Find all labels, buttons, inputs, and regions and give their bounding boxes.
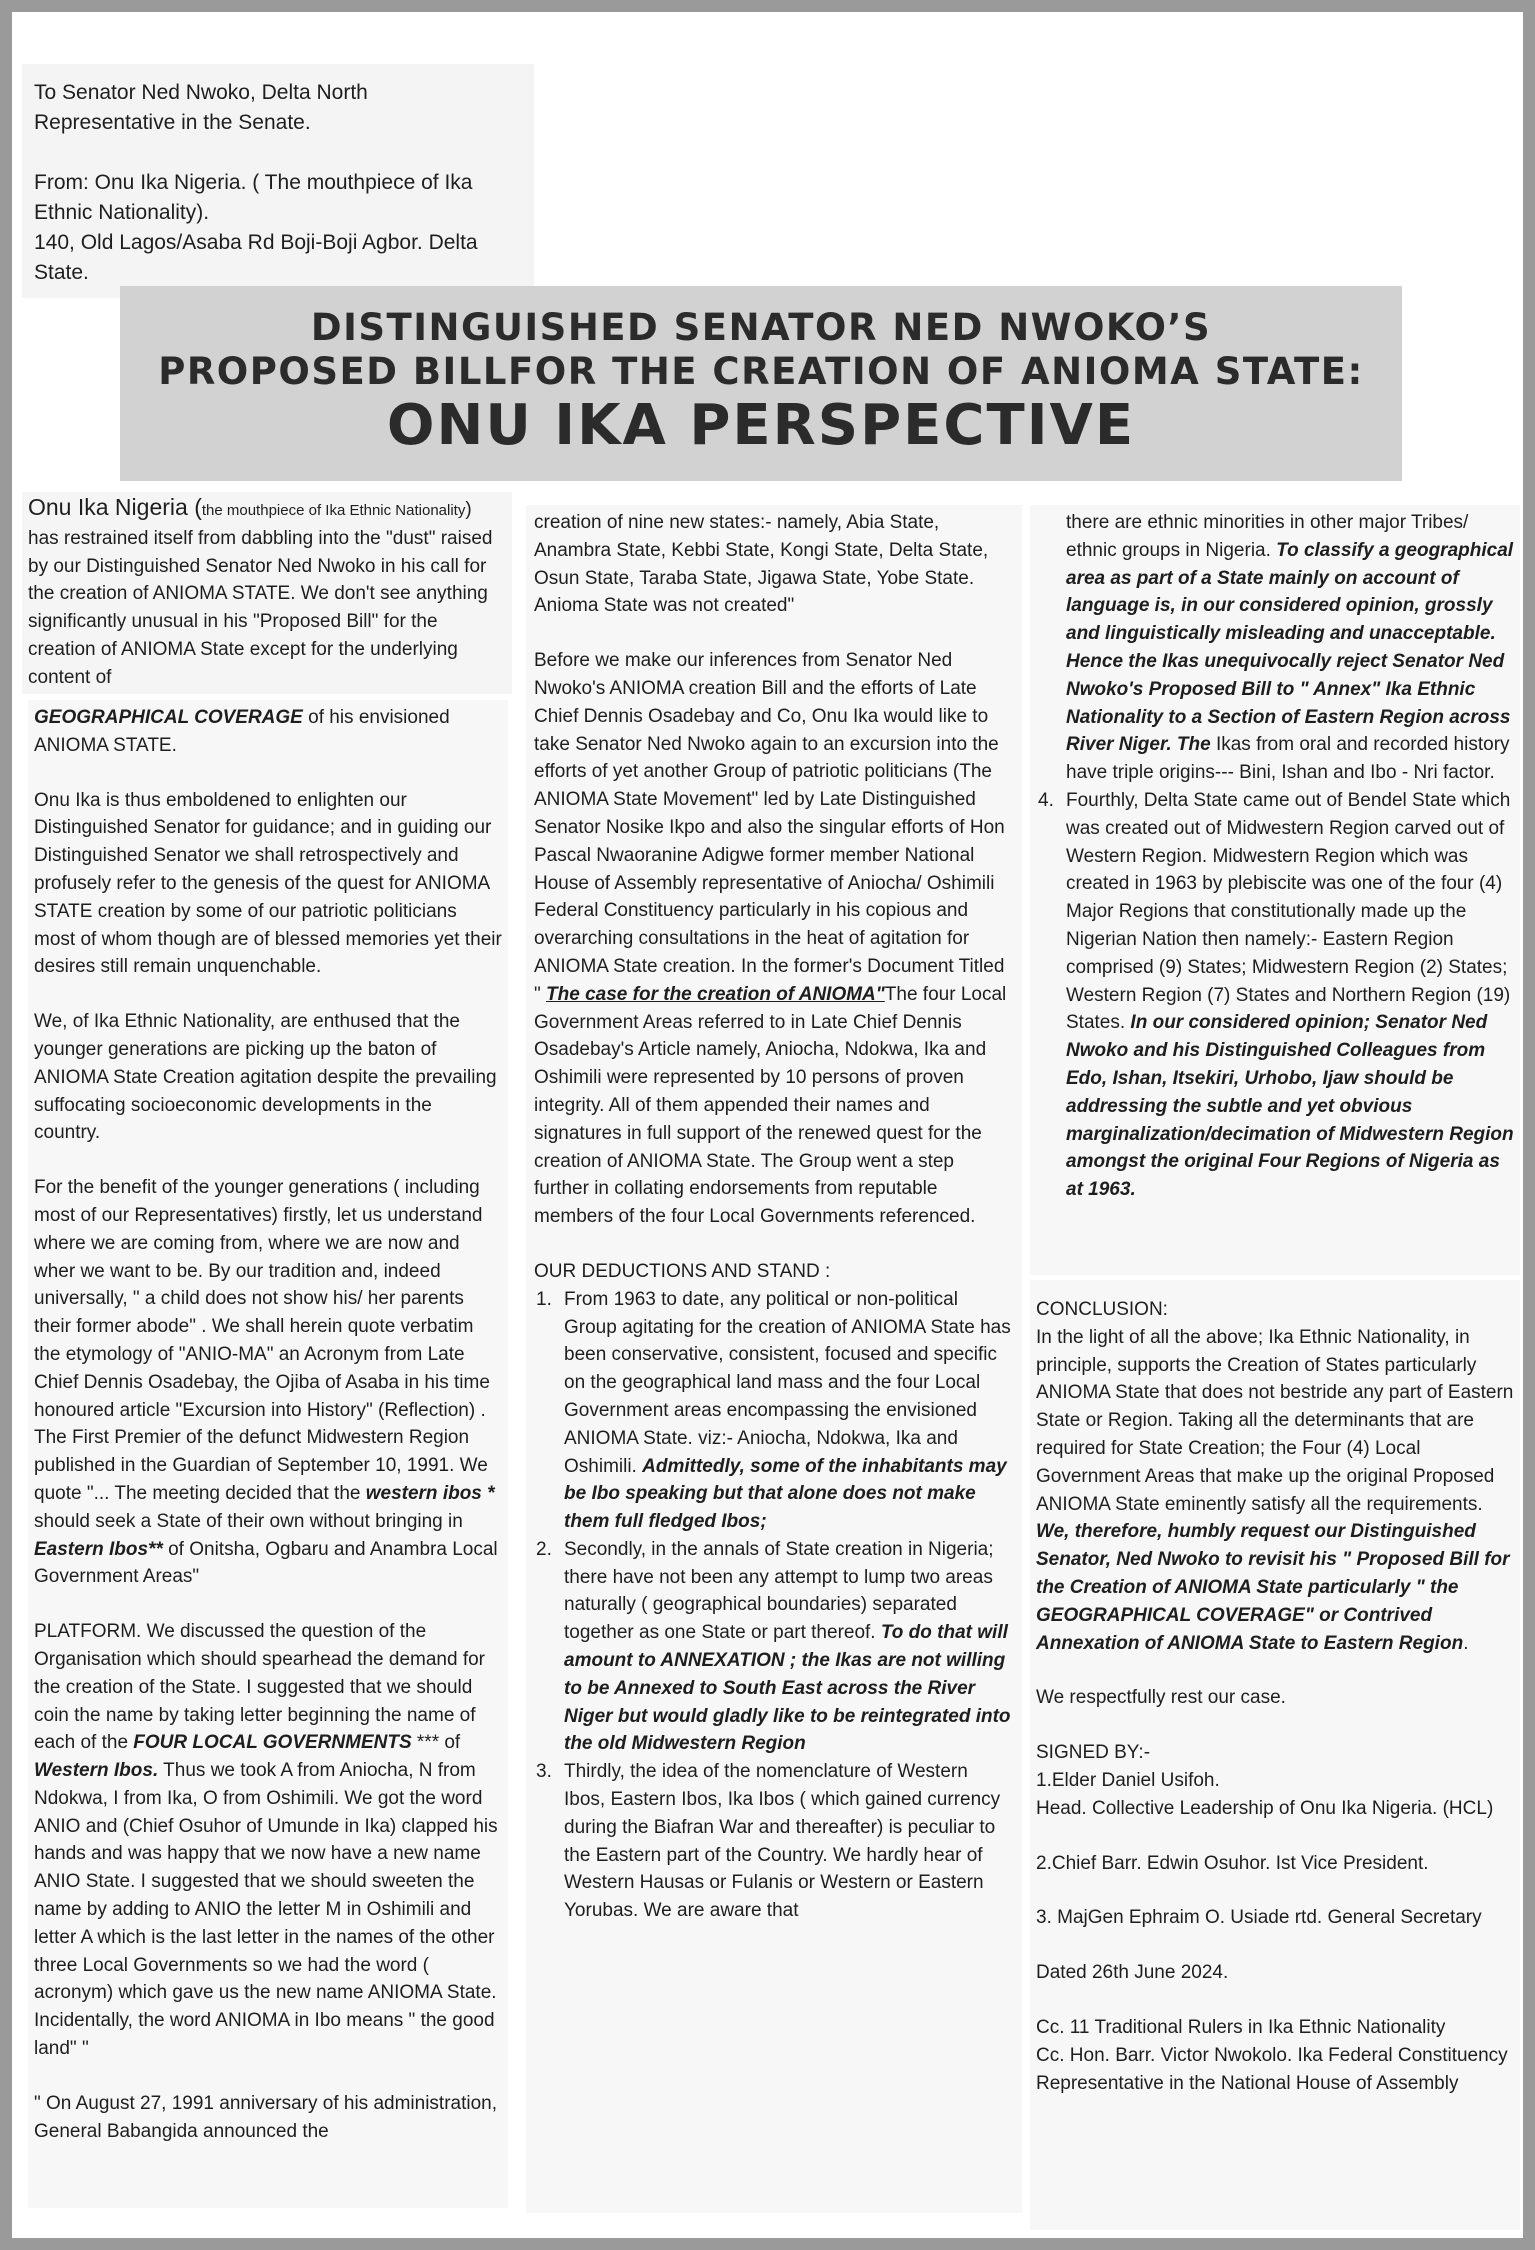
headline-line-1: DISTINGUISHED SENATOR NED NWOKO’S — [310, 306, 1212, 349]
address-block — [22, 64, 534, 298]
list-item: 1. From 1963 to date, any political or non-political Group agitating for the creation of ANIOMA State has been conservative, consistent, focused and specific on the geographical land mass and the four Local Government areas encompassing the envisioned ANIOMA State. viz:- Aniocha, Ndokwa, Ika and Oshimili. Admittedly, some of the inhabitants may be Ibo speaking but that alone does not make them full fledged Ibos; — [536, 1288, 1011, 1533]
signatory: 1.Elder Daniel Usifoh. — [1036, 1769, 1220, 1791]
column-2 — [526, 505, 1022, 2213]
paragraph: We, of Ika Ethnic Nationality, are enthused that the younger generations are picking up the baton of ANIOMA State Creation agitation despite the prevailing suffocating socioeconomic developments in the country. — [34, 1011, 497, 1144]
document-title: The case for the creation of ANIOMA" — [546, 983, 885, 1005]
list-item: 4. Fourthly, Delta State came out of Bendel State which was created out of Midwestern Region carved out of Western Region. Midwestern Region which was created in 1963 by plebiscite was one of the four (4) Major Regions that constitutionally made up the Nigerian Nation then namely:- Eastern Region comprised (9) States; Midwestern Region (2) States; Western Region (7) States and Northern Region (19) States. In our considered opinion; Senator Ned Nwoko and his Distinguished Colleagues from Edo, Ishan, Itsekiri, Urhobo, Ijaw should be addressing the subtle and yet obvious marginalization/decimation of Midwestern Region amongst the original Four Regions of Nigeria as at 1963. — [1038, 789, 1514, 1201]
emphasis-text: GEOGRAPHICAL COVERAGE — [34, 707, 303, 728]
closing-line: We respectfully rest our case. — [1036, 1687, 1286, 1709]
date-line: Dated 26th June 2024. — [1036, 1962, 1229, 1984]
signatory: 2.Chief Barr. Edwin Osuhor. Ist Vice President. — [1036, 1852, 1429, 1874]
paragraph: creation of nine new states:- namely, Abia State, Anambra State, Kebbi State, Kongi State, Delta State, Osun State, Taraba State, Jigawa State, Yobe State. Anioma State was not created" — [534, 512, 989, 617]
emphasis-text: To classify a geographical area as part of a State mainly on account of language is, in our considered opinion, grossly and linguistically misleading and unacceptable. Hence the Ikas unequivocally reject Senator Ned Nwoko's Proposed Bill to " Annex" Ika Ethnic Nationality to a Section of Eastern Region across River Niger. The — [1066, 539, 1514, 756]
paragraph-text: of Onitsha, Ogbaru and Anambra Local Government Areas" — [34, 1538, 498, 1588]
sender-address: State. — [34, 261, 89, 284]
addressee-line: To Senator Ned Nwoko, Delta North — [34, 81, 368, 104]
sender-address: 140, Old Lagos/Asaba Rd Boji-Boji Agbor. Delta — [34, 231, 478, 254]
emphasis-text: Eastern Ibos** — [34, 1538, 163, 1560]
headline-title: ONU IKA PERSPECTIVE — [386, 393, 1136, 458]
lead-small-text: the mouthpiece of Ika Ethnic Nationality — [201, 502, 466, 519]
conclusion-block: CONCLUSION: In the light of all the above; Ika Ethnic Nationality, in principle, supports the Creation of States particularly ANIOMA State that does not bestride any part of Eastern State or Region. Taking all the determinants that are required for State Creation; the Four (4) Local Government Areas that make up the original Proposed ANIOMA State eminently satisfy all the requirements. We, therefore, humbly request our Distinguished Senator, Ned Nwoko to revisit his " Proposed Bill for the Creation of ANIOMA State particularly " the GEOGRAPHICAL COVERAGE" or Contrived Annexation of ANIOMA State to Eastern Region. We respectfully rest our case. SIGNED BY:- 1.Elder Daniel Usifoh. Head. Collective Leadership of Onu Ika Nigeria. (HCL) 2.Chief Barr. Edwin Osuhor. Ist Vice President. 3. MajGen Ephraim O. Usiade rtd. General Secretary Dated 26th June 2024. Cc. 11 Traditional Rulers in Ika Ethnic Nationality Cc. Hon. Barr. Victor Nwokolo. Ika Federal Constituency Representative in the National House of Assembly — [1030, 1280, 1520, 2230]
cc-line: Cc. Hon. Barr. Victor Nwokolo. Ika Federal Constituency Representative in the National House of Assembly — [1036, 2044, 1508, 2094]
emphasis-text: We, therefore, humbly request our Distinguished Senator, Ned Nwoko to revisit his " Proposed Bill for the Creation of ANIOMA State particularly " the GEOGRAPHICAL COVERAGE" or Contrived Annexation of ANIOMA State to Eastern Region — [1036, 1521, 1510, 1654]
conclusion-heading: CONCLUSION: — [1036, 1299, 1168, 1320]
column-1-body — [28, 700, 508, 2208]
list-item-continued: there are ethnic minorities in other major Tribes/ ethnic groups in Nigeria. To classify a geographical area as part of a State mainly on account of language is, in our considered opinion, grossly and linguistically misleading and unacceptable. Hence the Ikas unequivocally reject Senator Ned Nwoko's Proposed Bill to " Annex" Ika Ethnic Nationality to a Section of Eastern Region across River Niger. The Ikas from oral and recorded history have triple origins--- Bini, Ishan and Ibo - Nri factor. — [1066, 512, 1514, 784]
signatory: 3. MajGen Ephraim O. Usiade rtd. General Secretary — [1036, 1907, 1482, 1929]
list-item: 3. Thirdly, the idea of the nomenclature of Western Ibos, Eastern Ibos, Ika Ibos ( which gained currency during the Biafran War and thereafter) is peculiar to the Eastern part of the Country. We hardly hear of Western Hausas or Fulanis or Western or Eastern Yorubas. We are aware that — [536, 1761, 1001, 1922]
lead-text: Onu Ika Nigeria ( — [28, 494, 202, 520]
section-heading: OUR DEDUCTIONS AND STAND : — [534, 1260, 831, 1282]
paragraph-text: should seek a State of their own without bringing in — [34, 1510, 463, 1532]
paragraph-text: Thus we took A from Aniocha, N from Ndokwa, I from Ika, O from Oshimili. We got the word ANIO and (Chief Osuhor of Umunde in Ika) clapped his hands and was happy that we now have a new name ANIO State. I suggested that we should sweeten the name by adding to ANIO the letter M in Oshimili and letter A which is the last letter in the names of the other three Local Governments so we had the word ( acronym) which gave us the new name ANIOMA State. Incidentally, the word ANIOMA in Ibo means " the good land" " — [34, 1760, 498, 2060]
emphasis-text: western ibos * — [365, 1482, 495, 1504]
paragraph-text: Before we make our inferences from Senator Ned Nwoko's ANIOMA creation Bill and the efforts of Late Chief Dennis Osadebay and Co, Onu Ika would like to take Senator Ned Nwoko again to an excursion into the efforts of yet another Group of patriotic politicians (The ANIOMA State Movement" led by Late Distinguished Senator Nosike Ikpo and also the singular efforts of Hon Pascal Nwaoranine Adigwe former member National House of Assembly representative of Aniocha/ Oshimili Federal Constituency particularly in his copious and overarching consultations in the heat of agitation for ANIOMA State creation. In the former's Document Titled " — [534, 650, 1005, 1005]
paragraph: Onu Ika is thus emboldened to enlighten our Distinguished Senator for guidance; and in guiding our Distinguished Senator we shall retrospectively and profusely refer to the genesis of the quest for ANIOMA STATE creation by some of our patriotic politicians most of whom though are of blessed memories yet their desires still remain unquenchable. — [34, 789, 502, 978]
paragraph: " On August 27, 1991 anniversary of his administration, General Babangida announced the — [34, 2092, 498, 2142]
paragraph-text: The four Local Government Areas referred to in Late Chief Dennis Osadebay's Article namely, Aniocha, Ndokwa, Ika and Oshimili were represented by 10 persons of proven integrity. All of them appended their names and signatures in full support of the renewed quest for the creation of ANIOMA State. The Group went a step further in collating endorsements from reputable members of the four Local Governments referenced. — [534, 983, 1007, 1228]
emphasis-text: Western Ibos. — [34, 1760, 159, 1782]
emphasis-text: FOUR LOCAL GOVERNMENTS — [133, 1732, 412, 1754]
headline-banner — [120, 286, 1402, 481]
lead-rest-text: ) has restrained itself from dabbling into the "dust" raised by our Distinguished Senator Ned Nwoko in his call for the creation of ANIOMA STATE. We don't see anything significantly unusual in his "Proposed Bill" for the creation of ANIOMA State except for the underlying content of — [28, 499, 493, 688]
paragraph-text: PLATFORM. We discussed the question of the Organisation which should spearhead the demand for the creation of the State. I suggested that we should coin the name by taking letter beginning the name of each of the — [34, 1621, 486, 1754]
deductions-list — [1036, 787, 1514, 1204]
addressee-line: Representative in the Senate. — [34, 111, 311, 134]
emphasis-text: In our considered opinion; Senator Ned Nwoko and his Distinguished Colleagues from Edo, Ishan, Itsekiri, Urhobo, Ijaw should be addressing the subtle and yet obvious marginalization/decimation of Midwestern Region amongst the original Four Regions of Nigeria as at 1963. — [1066, 1012, 1514, 1201]
signatory-title: Head. Collective Leadership of Onu Ika Nigeria. (HCL) — [1036, 1797, 1494, 1819]
column-1-intro — [22, 492, 512, 694]
column-3-top — [1030, 505, 1520, 1275]
deductions-list — [534, 1286, 1014, 1925]
headline-line-2: PROPOSED BILLFOR THE CREATION OF ANIOMA STATE: — [158, 350, 1364, 393]
sender-line: Ethnic Nationality). — [34, 201, 210, 224]
emphasis-text: To do that will amount to ANNEXATION ; the Ikas are not willing to be Annexed to South East across the River Niger but would gladly like to be reintegrated into the old Midwestern Region — [564, 1622, 1011, 1755]
emphasis-text: Admittedly, some of the inhabitants may be Ibo speaking but that alone does not make them full fledged Ibos; — [564, 1455, 1007, 1533]
paragraph-text: For the benefit of the younger generations ( including most of our Representatives) firstly, let us understand where we are coming from, where we are now and wher we want to be. By our tradition and, indeed universally, " a child does not show his/ her parents their former abode" . We shall herein quote verbatim the etymology of "ANIO-MA" an Acronym from Late Chief Dennis Osadebay, the Ojiba of Asaba in his time honoured article "Excursion into History" (Reflection) . The First Premier of the defunct Midwestern Region published in the Guardian of September 10, 1991. We quote "... The meeting decided that the — [34, 1177, 490, 1504]
cc-line: Cc. 11 Traditional Rulers in Ika Ethnic Nationality — [1036, 2016, 1446, 2038]
list-item: 2. Secondly, in the annals of State creation in Nigeria; there have not been any attempt to lump two areas naturally ( geographical boundaries) separated together as one State or part thereof. To do that will amount to ANNEXATION ; the Ikas are not willing to be Annexed to South East across the River Niger but would gladly like to be reintegrated into the old Midwestern Region — [536, 1538, 1011, 1755]
sender-line: From: Onu Ika Nigeria. ( The mouthpiece of Ika — [34, 171, 473, 194]
signed-label: SIGNED BY:- — [1036, 1742, 1151, 1764]
paragraph-text: of his envisioned ANIOMA STATE. — [34, 707, 450, 756]
paragraph-text: *** of — [411, 1732, 461, 1754]
